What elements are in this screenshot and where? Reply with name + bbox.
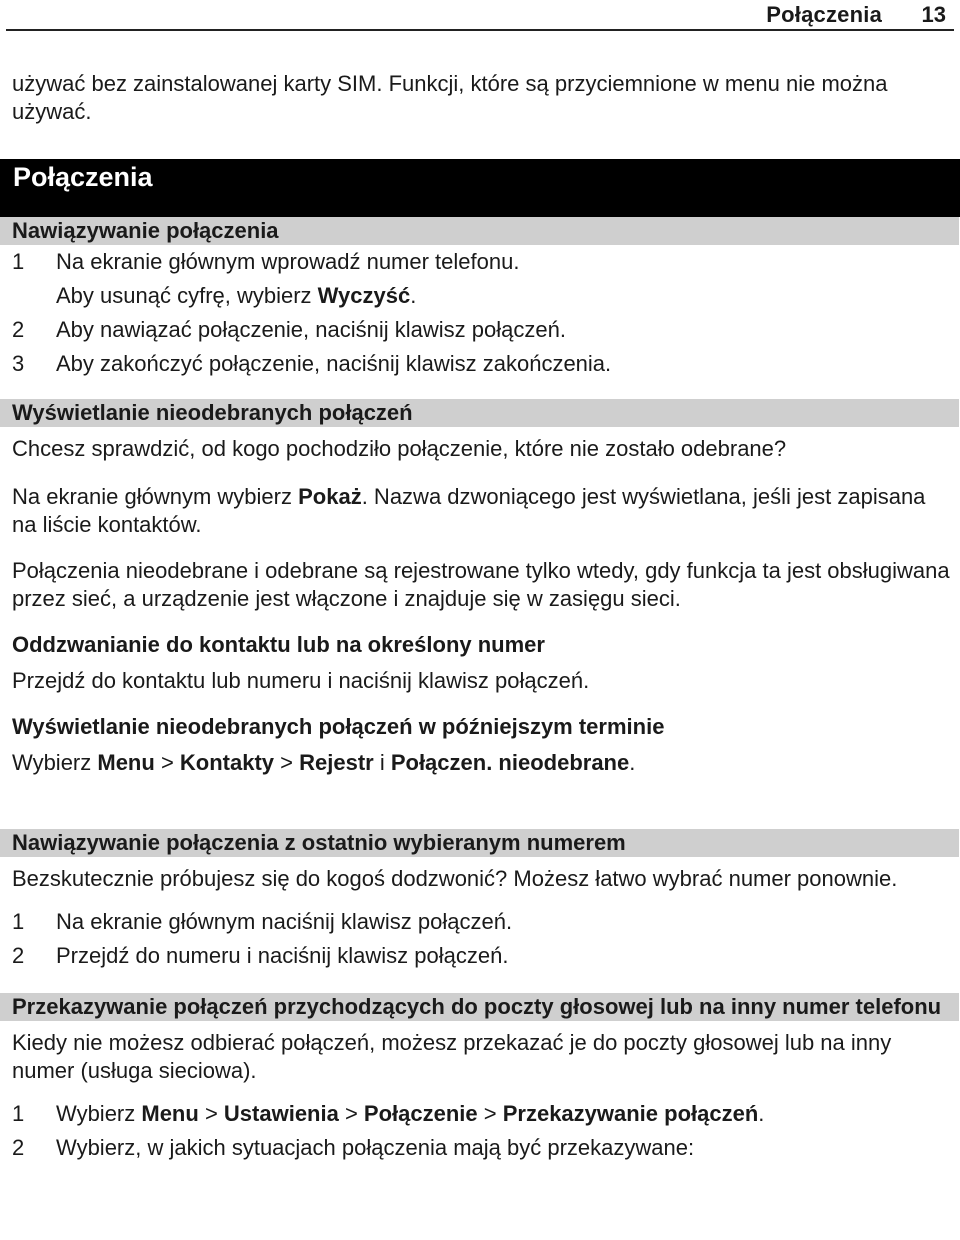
step-text: Aby zakończyć połączenie, naciśnij klawisz zakończenia. — [56, 351, 612, 376]
redial-heading: Nawiązywanie połączenia z ostatnio wybieranym numerem — [0, 829, 959, 857]
text: i — [373, 750, 391, 775]
section-title: Połączenia — [0, 159, 960, 217]
page-header — [0, 0, 960, 30]
redial-step-2 — [12, 939, 952, 973]
running-header-title: Połączenia — [766, 2, 882, 27]
menu-option: Menu — [141, 1101, 199, 1126]
separator: > — [154, 750, 180, 775]
step-text: Przejdź do numeru i naciśnij klawisz połączeń. — [56, 943, 509, 968]
missed-calls-question: Chcesz sprawdzić, od kogo pochodziło połączenie, które nie zostało odebrane? — [12, 436, 787, 461]
text: Wybierz — [56, 1101, 142, 1126]
intro-paragraph: używać bez zainstalowanej karty SIM. Funkcji, które są przyciemnione w menu nie można używać. — [12, 71, 888, 124]
step-text: Wybierz, w jakich sytuacjach połączenia mają być przekazywane: — [56, 1135, 695, 1160]
separator: > — [338, 1101, 364, 1126]
text: . Nazwa dzwoniącego jest wyświetlana, jeśli jest zapisana na liście kontaktów. — [12, 484, 926, 537]
making-call-step-3 — [12, 347, 952, 381]
settings-option: Ustawienia — [223, 1101, 339, 1126]
missed-calls-heading: Wyświetlanie nieodebranych połączeń — [0, 399, 959, 427]
missed-calls-paragraph-2 — [12, 483, 952, 539]
step-text — [56, 1097, 952, 1131]
step-number: 2 — [12, 1135, 25, 1160]
menu-option: Menu — [97, 750, 155, 775]
step-number: 1 — [12, 909, 25, 934]
page-number: 13 — [921, 2, 946, 27]
step-number: 3 — [12, 351, 25, 376]
making-call-step-1-note — [12, 279, 952, 313]
text: . — [629, 750, 636, 775]
view-later-heading: Wyświetlanie nieodebranych połączeń w późniejszym terminie — [12, 714, 665, 739]
text: . — [758, 1101, 765, 1126]
forwarding-step-2 — [12, 1131, 952, 1165]
making-call-heading: Nawiązywanie połączenia — [0, 217, 959, 245]
step-number: 2 — [12, 943, 25, 968]
making-call-step-2 — [12, 313, 952, 347]
missed-calls-option: Połączen. nieodebrane — [390, 750, 630, 775]
text: Wybierz — [12, 750, 98, 775]
call-option: Połączenie — [363, 1101, 478, 1126]
call-back-text: Przejdź do kontaktu lub numeru i naciśnij klawisz połączeń. — [12, 668, 590, 693]
redial-step-1 — [12, 905, 952, 939]
text: Na ekranie głównym wybierz — [12, 484, 299, 509]
forwarding-text: Kiedy nie możesz odbierać połączeń, możesz przekazać je do poczty głosowej lub na inny numer (usługa sieciowa). — [12, 1030, 892, 1083]
separator: > — [198, 1101, 224, 1126]
call-forwarding-option: Przekazywanie połączeń — [502, 1101, 759, 1126]
step-number: 1 — [12, 249, 25, 274]
step-number: 2 — [12, 317, 25, 342]
header-rule — [6, 29, 954, 31]
forwarding-heading: Przekazywanie połączeń przychodzących do poczty głosowej lub na inny numer telefonu — [0, 993, 959, 1021]
contacts-option: Kontakty — [179, 750, 275, 775]
page-content — [12, 70, 952, 1165]
step-text: Na ekranie głównym naciśnij klawisz połączeń. — [56, 909, 513, 934]
missed-calls-paragraph-3: Połączenia nieodebrane i odebrane są rejestrowane tylko wtedy, gdy funkcja ta jest obsługiwana przez sieć, a urządzenie jest włączone i znajduje się w zasięgu sieci. — [12, 558, 950, 611]
log-option: Rejestr — [299, 750, 374, 775]
step-number: 1 — [12, 1101, 25, 1126]
step-text: Aby nawiązać połączenie, naciśnij klawisz połączeń. — [56, 317, 566, 342]
clear-option: Wyczyść — [317, 283, 411, 308]
note-end: . — [410, 283, 417, 308]
separator: > — [274, 750, 300, 775]
forwarding-step-1 — [12, 1097, 952, 1131]
show-option: Pokaż — [298, 484, 362, 509]
step-text: Na ekranie głównym wprowadź numer telefonu. — [56, 249, 520, 274]
note-text: Aby usunąć cyfrę, wybierz — [56, 283, 318, 308]
making-call-step-1 — [12, 245, 952, 279]
separator: > — [477, 1101, 503, 1126]
view-later-path — [12, 749, 952, 777]
redial-text: Bezskutecznie próbujesz się do kogoś dodzwonić? Możesz łatwo wybrać numer ponownie. — [12, 866, 898, 891]
call-back-heading: Oddzwanianie do kontaktu lub na określony numer — [12, 632, 545, 657]
